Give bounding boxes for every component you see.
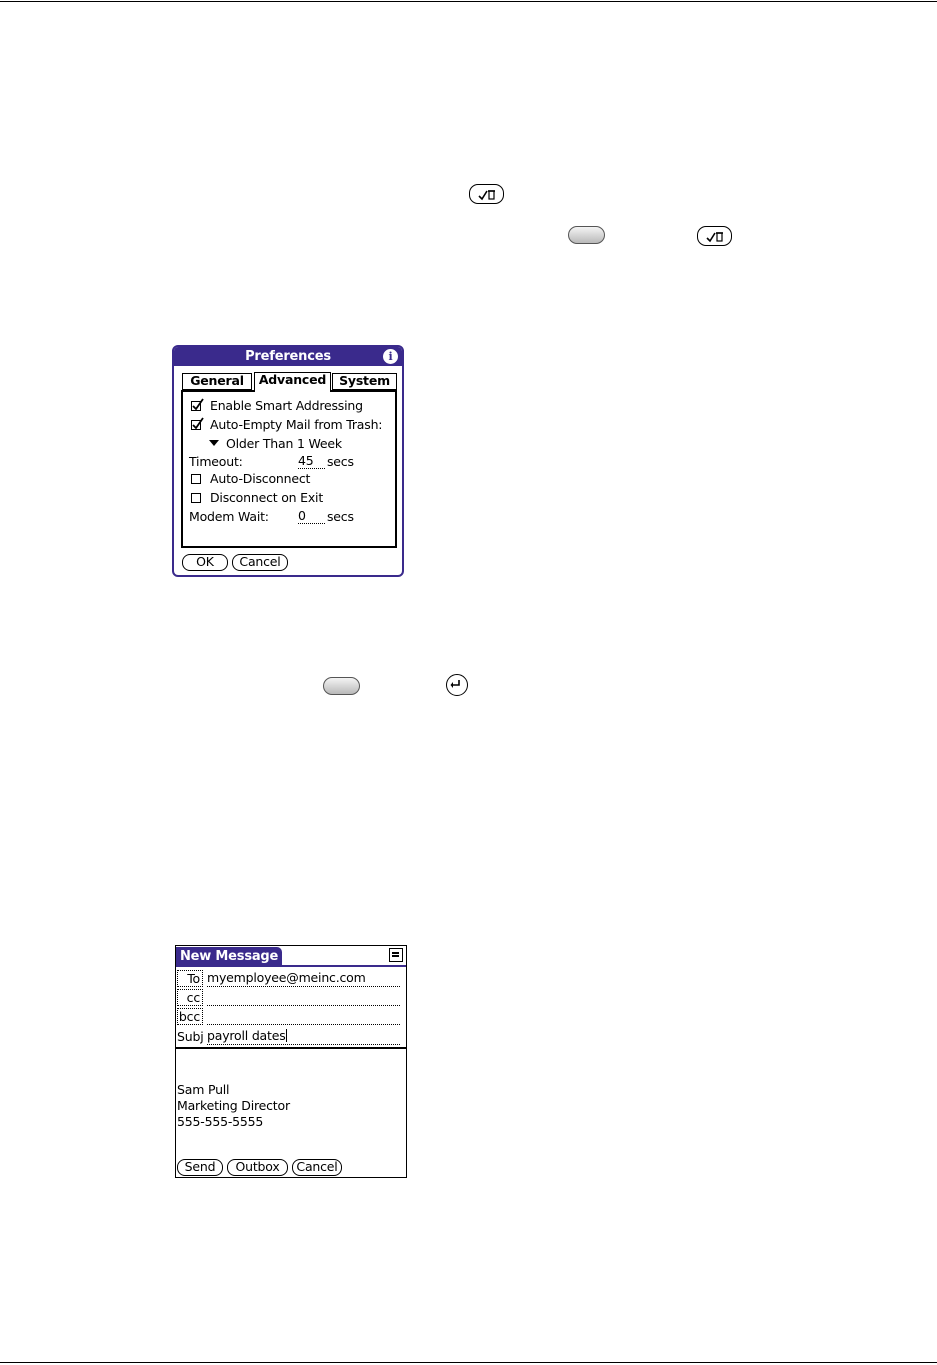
menu-icon[interactable] [389,948,403,962]
cancel-button[interactable]: Cancel [232,554,288,571]
tab-general[interactable]: General [182,373,252,390]
timeout-label: Timeout: [189,454,243,469]
body-line: 555-555-5555 [177,1114,264,1129]
enable-smart-addressing-label: Enable Smart Addressing [210,398,363,413]
auto-empty-option-value: Older Than 1 Week [226,436,342,451]
bottom-rule [0,1362,937,1363]
dialog-title: Preferences [174,347,402,366]
hard-button-icon [323,677,360,695]
subj-value: payroll dates [207,1028,286,1043]
cancel-button[interactable]: Cancel [292,1159,342,1176]
auto-disconnect-label: Auto-Disconnect [210,471,311,486]
send-button[interactable]: Send [177,1159,223,1176]
enter-icon [446,674,468,696]
outbox-button[interactable]: Outbox [227,1159,288,1176]
menu-icon [469,184,504,204]
to-field[interactable]: myemployee@meinc.com [207,970,400,987]
advanced-panel [181,390,397,548]
screen-title: New Message [176,947,282,966]
new-message-screen [175,945,407,1178]
bcc-field[interactable] [207,1008,400,1025]
subj-label: Subj [177,1029,204,1044]
enable-smart-addressing-checkbox[interactable] [191,401,201,411]
timeout-field[interactable]: 45 [298,454,325,469]
subj-field[interactable] [207,1028,400,1045]
tab-system[interactable]: System [332,373,397,390]
cc-label[interactable]: cc [177,989,203,1006]
top-rule [0,1,937,2]
disconnect-on-exit-checkbox[interactable] [191,493,201,503]
bcc-label[interactable]: bcc [177,1008,203,1025]
auto-empty-trash-label: Auto-Empty Mail from Trash: [210,417,383,432]
preferences-dialog [172,345,404,577]
tab-advanced[interactable]: Advanced [254,372,331,392]
menu-icon [697,226,732,246]
ok-button[interactable]: OK [182,554,228,571]
header-separator [176,1047,406,1049]
modem-wait-unit: secs [327,509,354,524]
message-body[interactable] [176,1050,406,1160]
auto-disconnect-checkbox[interactable] [191,474,201,484]
title-underline [176,965,406,967]
info-icon[interactable]: i [383,349,398,364]
dropdown-arrow-icon [209,440,219,448]
body-line: Sam Pull [177,1082,230,1097]
text-cursor [286,1029,287,1042]
cc-field[interactable] [207,989,400,1006]
to-label[interactable]: To [177,970,203,987]
disconnect-on-exit-label: Disconnect on Exit [210,490,324,505]
timeout-unit: secs [327,454,354,469]
hard-button-icon [568,226,605,244]
body-line: Marketing Director [177,1098,290,1113]
modem-wait-field[interactable]: 0 [298,509,325,524]
auto-empty-trash-checkbox[interactable] [191,420,201,430]
modem-wait-label: Modem Wait: [189,509,269,524]
